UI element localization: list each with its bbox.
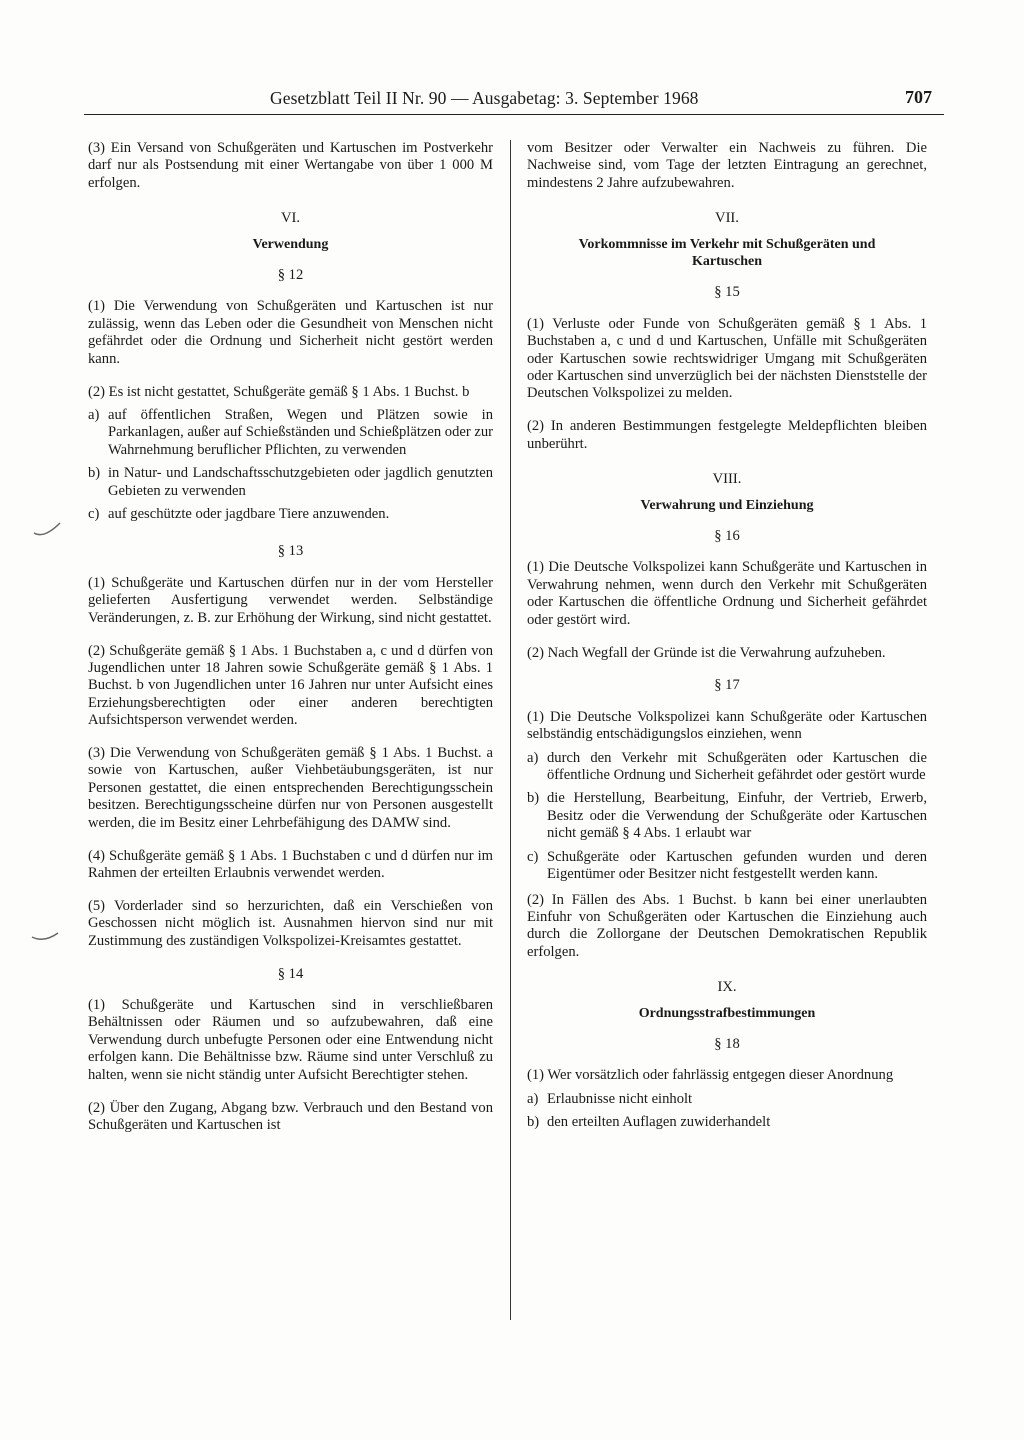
list-17-1 [527,750,927,884]
list-item-label: a) [88,406,100,423]
margin-mark-icon [28,925,62,949]
list-item-text: auf geschützte oder jagdbare Tiere anzuwenden. [108,506,390,522]
paragraph-heading-15: § 15 [714,284,740,301]
list-item [527,849,927,884]
list-item-text: die Herstellung, Bearbeitung, Einfuhr, der Vertrieb, Erwerb, Besitz oder die Verwendung der Schußgeräte oder Kartuschen nicht gemäß § 4 Abs. 1 erlaubt war [547,790,927,842]
paragraph-heading-13: § 13 [277,543,304,560]
list-item [527,1091,927,1108]
paragraph-14-2-continued: vom Besitzer oder Verwalter ein Nachweis zu führen. Die Nachweise sind, vom Tage der letzten Eintragung an gerechnet, mindestens 2 Jahre aufzubewahren. [527,140,927,191]
list-item-text: den erteilten Auflagen zuwiderhandelt [547,1114,771,1131]
paragraph-heading-17: § 17 [714,677,740,694]
margin-mark-icon [30,515,64,541]
list-item-label: a) [527,749,539,766]
paragraph-17-1: (1) Die Deutsche Volkspolizei kann Schußgeräte oder Kartuschen selbständig entschädigungslos einziehen, wenn [527,708,927,743]
list-item [88,506,493,523]
page-header [84,86,944,115]
list-item-text: auf öffentlichen Straßen, Wegen und Plätzen sowie in Parkanlagen, außer auf Schießständen und Schießplätzen oder zur Wahrnehmung beruflicher Pflichten, zu verwenden [108,406,493,458]
section-number-vii: VII. [715,210,739,227]
paragraph-14-2: (2) Über den Zugang, Abgang bzw. Verbrauch und den Bestand von Schußgeräten und Kartuschen ist [88,1099,493,1133]
paragraph-15-2: (2) In anderen Bestimmungen festgelegte Meldepflichten bleiben unberührt. [527,418,927,452]
paragraph-15-1: (1) Verluste oder Funde von Schußgeräten gemäß § 1 Abs. 1 Buchstaben a, c und d und Kartuschen, Unfälle mit Schußgeräten oder Kartuschen sowie rechtswidriger Umgang mit Schußgeräten oder Kartuschen sind unverzüglich bei der nächsten Dienststelle der Deutschen Volkspolizei zu melden. [527,315,927,402]
paragraph-18-1: (1) Wer vorsätzlich oder fahrlässig entgegen dieser Anordnung [527,1067,894,1084]
paragraph-16-1: (1) Die Deutsche Volkspolizei kann Schußgeräte und Kartuschen in Verwahrung nehmen, wenn durch den Verkehr mit Schußgeräten oder Kartuschen die öffentliche Ordnung und Sicherheit gefährdet oder gestört wird. [527,559,927,628]
list-item-label: c) [527,848,539,865]
list-item [88,465,493,500]
paragraph-heading-16: § 16 [714,528,740,544]
list-item-label: b) [527,790,540,807]
paragraph-16-2: (2) Nach Wegfall der Gründe ist die Verwahrung aufzuheben. [527,644,886,661]
list-18-1 [527,1091,927,1132]
paragraph-11-3: (3) Ein Versand von Schußgeräten und Kartuschen im Postverkehr darf nur als Postsendung mit einer Wertangabe von über 1 000 M erfolgen. [88,140,493,191]
paragraph-heading-12: § 12 [277,267,304,284]
list-item [88,407,493,459]
list-item-text: Schußgeräte oder Kartuschen gefunden wurden und deren Eigentümer oder Besitzer nicht festgestellt werden kann. [547,848,927,883]
header-title: Gesetzblatt Teil II Nr. 90 — Ausgabetag: 3. September 1968 [270,88,699,108]
paragraph-12-2: (2) Es ist nicht gestattet, Schußgeräte gemäß § 1 Abs. 1 Buchst. b [88,383,470,400]
list-item-label: a) [527,1090,539,1107]
paragraph-12-1: (1) Die Verwendung von Schußgeräten und Kartuschen ist nur zulässig, wenn das Leben oder die Gesundheit von Menschen nicht gefährdet oder die Ordnung und Sicherheit nicht gestört werden kann. [88,298,493,367]
page-number: 707 [905,87,932,107]
list-item-label: b) [527,1114,540,1131]
section-number-ix: IX. [717,979,737,996]
section-title-ordnungsstraf: Ordnungsstrafbestimmungen [638,1005,816,1021]
list-item-text: in Natur- und Landschaftsschutzgebieten oder jagdlich genutzten Gebieten zu verwenden [108,465,493,499]
section-title-verwendung: Verwendung [252,236,329,252]
section-title-vorkommnisse: Vorkommnisse im Verkehr mit Schußgeräten und Kartuschen [578,236,876,270]
paragraph-17-2: (2) In Fällen des Abs. 1 Buchst. b kann bei einer unerlaubten Einfuhr von Schußgeräten oder Kartuschen die Einziehung auch durch die Zollorgane der Deutschen Demokratischen Republik erfolgen. [527,891,927,960]
list-item-label: c) [88,506,100,522]
list-item-label: b) [88,465,101,482]
section-number-vi: VI. [280,210,301,227]
section-number-viii: VIII. [712,471,742,488]
list-item [527,790,927,842]
right-column [527,140,927,1140]
paragraph-13-3: (3) Die Verwendung von Schußgeräten gemäß § 1 Abs. 1 Buchst. a sowie von Kartuschen, außer Viehbetäubungsgeräten, ist nur Personen gestattet, die einen entsprechenden Berechtigungsschein besitzen. Berechtigungsscheine dürfen nur von Personen ausgestellt werden, die im Besitz einer Lehrbefähigung des DAMW sind. [88,745,493,831]
section-title-verwahrung: Verwahrung und Einziehung [640,497,814,513]
paragraph-13-5: (5) Vorderlader sind so herzurichten, daß ein Verschießen von Geschossen nicht möglich ist. Ausnahmen hiervon sind nur mit Zustimmung des zuständigen Volkspolizei-Kreisamtes gestattet. [88,897,493,949]
left-column [88,140,493,1150]
paragraph-heading-18: § 18 [714,1035,740,1052]
list-item-text: Erlaubnisse nicht einholt [547,1090,693,1107]
column-divider [510,140,511,1320]
paragraph-14-1: (1) Schußgeräte und Kartuschen sind in verschließbaren Behältnissen oder Räumen und so aufzubewahren, daß eine Verwendung durch unbefugte Personen oder eine Entwendung nicht erfolgen kann. Die Behältnisse bzw. Räume sind unter Verschluß zu halten, wenn sie nicht ständig unter Aufsicht Berechtigter stehen. [88,997,493,1083]
list-item [527,1114,927,1131]
paragraph-13-1: (1) Schußgeräte und Kartuschen dürfen nur in der vom Hersteller gelieferten Ausfertigung verwendet werden. Selbständige Veränderungen, z. B. zur Erhöhung der Wirkung, sind nicht gestattet. [88,574,493,626]
paragraph-13-2: (2) Schußgeräte gemäß § 1 Abs. 1 Buchstaben a, c und d dürfen von Jugendlichen unter 18 Jahren sowie Schußgeräte gemäß § 1 Abs. 1 Buchst. b von Jugendlichen unter 16 Jahren nur unter Aufsicht eines Erziehungsberechtigten oder einer anderen berechtigten Aufsichtsperson verwendet werden. [88,642,493,729]
paragraph-13-4: (4) Schußgeräte gemäß § 1 Abs. 1 Buchstaben c und d dürfen nur im Rahmen der erteilten Erlaubnis verwendet werden. [88,847,493,881]
paragraph-heading-14: § 14 [277,965,304,982]
list-item [527,750,927,785]
list-12-2 [88,407,493,523]
list-item-text: durch den Verkehr mit Schußgeräten oder Kartuschen die öffentliche Ordnung und Sicherheit gefährdet oder gestört wurde [547,749,927,784]
